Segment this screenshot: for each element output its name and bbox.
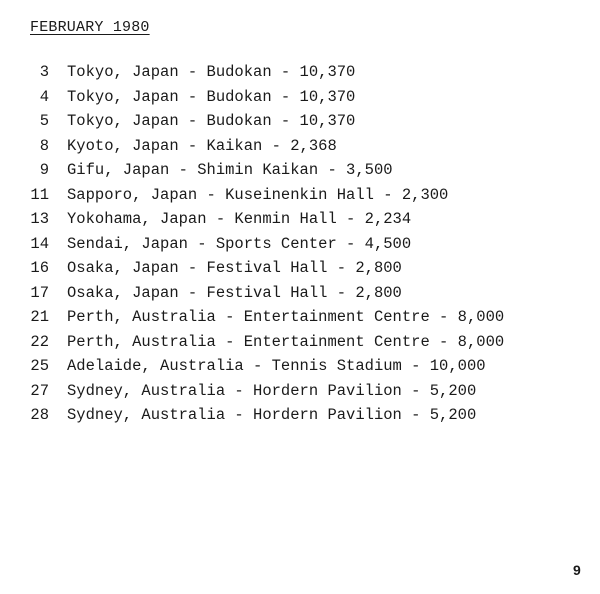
date-day: 4 [39, 87, 49, 106]
venue-entry: Tokyo, Japan - Budokan - 10,370 [67, 63, 356, 81]
list-item [26, 281, 504, 306]
date-day: 3 [39, 63, 49, 81]
page-number: 9 [573, 562, 581, 578]
page-heading: FEBRUARY 1980 [30, 19, 150, 36]
venue-entry: Tokyo, Japan - Budokan - 10,370 [67, 87, 356, 106]
date-day: 11 [30, 185, 49, 204]
list-item [26, 158, 504, 183]
date-day: 17 [30, 283, 49, 302]
venue-entry: Yokohama, Japan - Kenmin Hall - 2,234 [67, 210, 412, 228]
list-item [26, 354, 504, 379]
date-day: 13 [30, 210, 49, 228]
list-item [26, 232, 504, 257]
list-item [26, 403, 504, 428]
venue-entry: Sydney, Australia - Hordern Pavilion - 5,200 [67, 381, 477, 400]
date-day: 22 [30, 332, 49, 351]
venue-entry: Adelaide, Australia - Tennis Stadium - 10,000 [67, 357, 486, 375]
venue-entry: Osaka, Japan - Festival Hall - 2,800 [67, 283, 402, 302]
venue-entry: Kyoto, Japan - Kaikan - 2,368 [67, 136, 337, 155]
venue-entry: Perth, Australia - Entertainment Centre - 8,000 [67, 308, 505, 326]
list-item [26, 256, 504, 281]
date-day: 9 [39, 161, 49, 179]
list-item [26, 305, 504, 330]
date-day: 27 [30, 381, 49, 400]
date-day: 8 [39, 136, 49, 155]
venue-entry: Sapporo, Japan - Kuseinenkin Hall - 2,300 [67, 185, 449, 204]
venue-entry: Tokyo, Japan - Budokan - 10,370 [67, 112, 356, 130]
list-item [26, 330, 504, 355]
venue-entry: Sydney, Australia - Hordern Pavilion - 5,200 [67, 406, 477, 424]
venue-entry: Gifu, Japan - Shimin Kaikan - 3,500 [67, 161, 393, 179]
list-item [26, 60, 504, 85]
list-item [26, 109, 504, 134]
date-day: 14 [30, 234, 49, 253]
date-day: 16 [30, 259, 49, 277]
list-item [26, 134, 504, 159]
list-item [26, 85, 504, 110]
venue-entry: Sendai, Japan - Sports Center - 4,500 [67, 234, 412, 253]
date-day: 25 [30, 357, 49, 375]
venue-entry: Perth, Australia - Entertainment Centre - 8,000 [67, 332, 505, 351]
date-day: 21 [30, 308, 49, 326]
date-day: 28 [30, 406, 49, 424]
venue-entry: Osaka, Japan - Festival Hall - 2,800 [67, 259, 402, 277]
list-item [26, 379, 504, 404]
tour-date-list [26, 60, 504, 428]
list-item [26, 183, 504, 208]
date-day: 5 [39, 112, 49, 130]
list-item [26, 207, 504, 232]
